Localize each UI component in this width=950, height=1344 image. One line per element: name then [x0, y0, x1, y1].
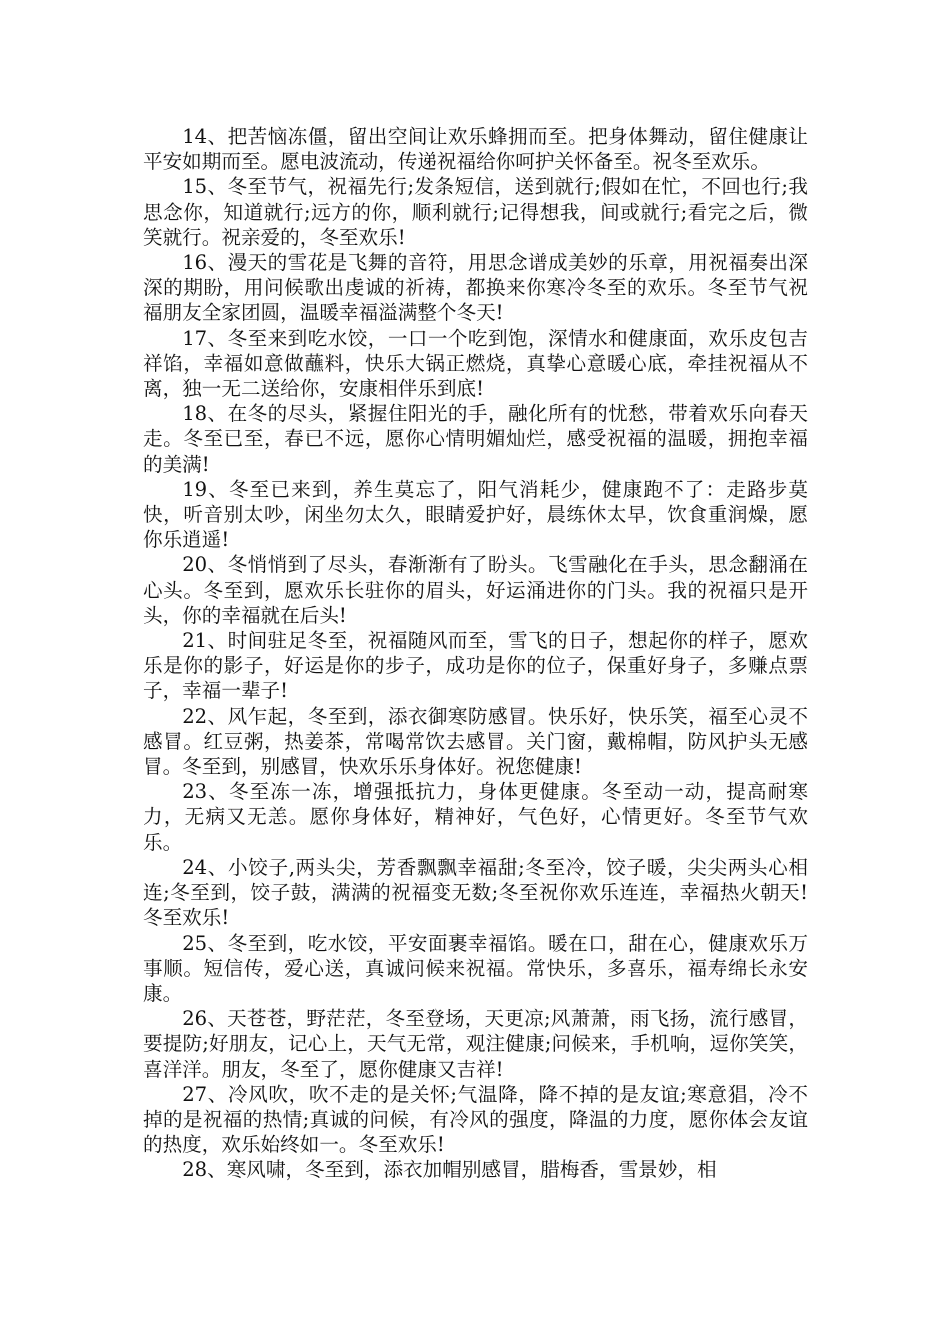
paragraph-22: 22、风乍起，冬至到，添衣御寒防感冒。快乐好，快乐笑，福至心灵不感冒。红豆粥，热姜茶，常喝常饮去感冒。关门窗，戴棉帽，防风护头无感冒。冬至到，别感冒，快欢乐乐身体好。祝您健康! — [143, 704, 808, 779]
paragraph-18: 18、在冬的尽头，紧握住阳光的手，融化所有的忧愁，带着欢乐向春天走。冬至已至，春已不远，愿你心情明媚灿烂，感受祝福的温暖，拥抱幸福的美满! — [143, 402, 808, 476]
paragraph-15: 15、冬至节气，祝福先行;发条短信，送到就行;假如在忙，不回也行;我思念你，知道就行;远方的你，顺利就行;记得想我，间或就行;看完之后，微笑就行。祝亲爱的，冬至欢乐! — [143, 175, 808, 249]
paragraph-24: 24、小饺子,两头尖，芳香飘飘幸福甜;冬至冷，饺子暖，尖尖两头心相连;冬至到，饺子鼓，满满的祝福变无数;冬至祝你欢乐连连，幸福热火朝天!冬至欢乐! — [143, 855, 808, 930]
document-body — [143, 124, 808, 1183]
paragraph-28: 28、寒风啸，冬至到，添衣加帽别感冒，腊梅香，雪景妙，相 — [182, 1158, 717, 1182]
paragraph-16: 16、漫天的雪花是飞舞的音符，用思念谱成美妙的乐章，用祝福奏出深深的期盼，用问候歌出虔诚的祈祷，都换来你寒冷冬至的欢乐。冬至节气祝福朋友全家团圆，温暖幸福溢满整个冬天! — [143, 251, 808, 325]
paragraph-19: 19、冬至已来到，养生莫忘了，阳气消耗少，健康跑不了：走路步莫快，听音别太吵，闲坐勿太久，眼睛爱护好，晨练休太早，饮食重润燥，愿你乐逍遥! — [143, 477, 808, 552]
paragraph-27: 27、冷风吹，吹不走的是关怀;气温降，降不掉的是友谊;寒意猖，冷不掉的是祝福的热情;真诚的问候，有冷风的强度，降温的力度，愿你体会友谊的热度，欢乐始终如一。冬至欢乐! — [143, 1082, 808, 1157]
paragraph-26: 26、天苍苍，野茫茫，冬至登场，天更凉;风萧萧，雨飞扬，流行感冒，要提防;好朋友，记心上，天气无常，观注健康;问候来，手机响，逗你笑笑，喜洋洋。朋友，冬至了，愿你健康又吉祥! — [143, 1007, 808, 1081]
paragraph-21: 21、时间驻足冬至，祝福随风而至，雪飞的日子，想起你的样子，愿欢乐是你的影子，好运是你的步子，成功是你的位子，保重好身子，多赚点票子，幸福一辈子! — [143, 629, 808, 703]
paragraph-20: 20、冬悄悄到了尽头，春渐渐有了盼头。飞雪融化在手头，思念翻涌在心头。冬至到，愿欢乐长驻你的眉头，好运涌进你的门头。我的祝福只是开头，你的幸福就在后头! — [143, 553, 808, 627]
paragraph-14: 14、把苦恼冻僵，留出空间让欢乐蜂拥而至。把身体舞动，留住健康让平安如期而至。愿电波流动，传递祝福给你呵护关怀备至。祝冬至欢乐。 — [143, 125, 808, 174]
paragraph-25: 25、冬至到，吃水饺，平安面裹幸福馅。暖在口，甜在心，健康欢乐万事顺。短信传，爱心送，真诚问候来祝福。常快乐，多喜乐，福寿绵长永安康。 — [143, 931, 808, 1005]
paragraph-17: 17、冬至来到吃水饺，一口一个吃到饱，深情水和健康面，欢乐皮包吉祥馅，幸福如意做蘸料，快乐大锅正燃烧，真挚心意暖心底，牵挂祝福从不离，独一无二送给你，安康相伴乐到底! — [143, 326, 808, 401]
paragraph-23: 23、冬至冻一冻，增强抵抗力，身体更健康。冬至动一动，提高耐寒力，无病又无恙。愿你身体好，精神好，气色好，心情更好。冬至节气欢乐。 — [143, 780, 808, 854]
